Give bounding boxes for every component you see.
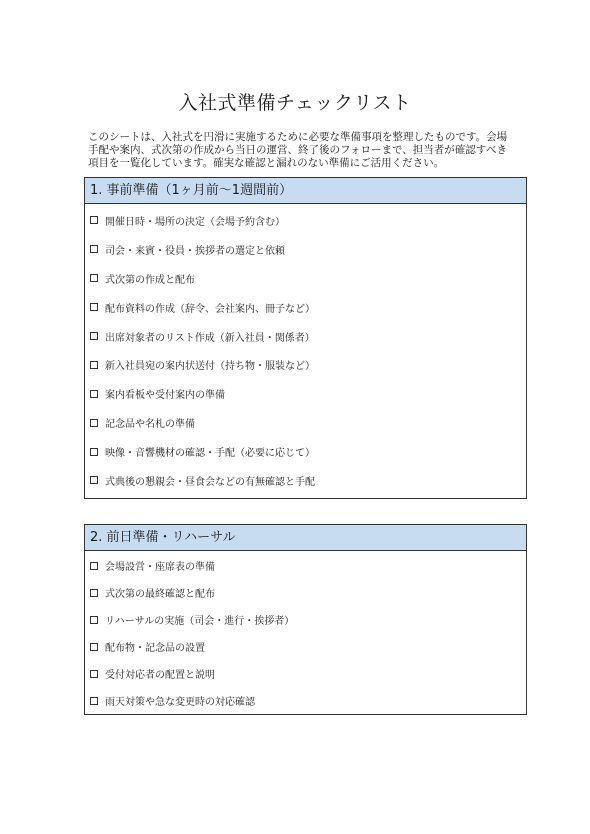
checklist-item-label: 司会・来賓・役員・挨拶者の選定と依頼 xyxy=(105,245,285,257)
checklist-item xyxy=(85,660,526,687)
checklist-item xyxy=(85,235,526,264)
checklist-item-label: 受付対応者の配置と説明 xyxy=(105,670,215,681)
checklist-items xyxy=(85,204,526,495)
checklist-item xyxy=(85,466,526,495)
checklist-item-label: 出席対象者のリスト作成（新入社員・関係者） xyxy=(105,332,315,344)
checklist-item xyxy=(85,350,526,379)
section-day-before-rehearsal xyxy=(84,524,527,715)
checklist-item xyxy=(85,379,526,408)
checkbox[interactable] xyxy=(90,476,98,484)
checklist-item-label: 式典後の懇親会・昼食会などの有無確認と手配 xyxy=(105,476,315,488)
page-title: 入社式準備チェックリスト xyxy=(178,92,412,114)
checkbox[interactable] xyxy=(90,216,98,224)
checklist-item xyxy=(85,633,526,660)
checkbox[interactable] xyxy=(90,245,98,253)
checkbox[interactable] xyxy=(90,616,98,624)
section-heading: 2. 前日準備・リハーサル xyxy=(85,525,526,551)
checklist-item-label: 開催日時・場所の決定（会場予約含む） xyxy=(105,216,285,228)
section-heading: 1. 事前準備（1ヶ月前〜1週間前） xyxy=(85,178,526,204)
checkbox[interactable] xyxy=(90,419,98,427)
checklist-item xyxy=(85,579,526,606)
checklist-item-label: リハーサルの実施（司会・進行・挨拶者） xyxy=(105,616,295,627)
checklist-item-label: 式次第の最終確認と配布 xyxy=(105,589,215,600)
checklist-item xyxy=(85,408,526,437)
checklist-item-label: 雨天対策や急な変更時の対応確認 xyxy=(105,697,255,708)
checklist-item xyxy=(85,687,526,714)
checkbox[interactable] xyxy=(90,303,98,311)
checkbox[interactable] xyxy=(90,390,98,398)
checklist-item-label: 記念品や名札の準備 xyxy=(105,419,195,431)
checklist-item-label: 案内看板や受付案内の準備 xyxy=(105,390,225,402)
checklist-item-label: 新入社員宛の案内状送付（持ち物・服装など） xyxy=(105,361,315,373)
checklist-item-label: 配布物・記念品の設置 xyxy=(105,643,205,654)
checkbox[interactable] xyxy=(90,589,98,597)
checklist-item xyxy=(85,206,526,235)
checklist-item xyxy=(85,264,526,293)
checkbox[interactable] xyxy=(90,643,98,651)
section-pre-preparation xyxy=(84,177,527,499)
checkbox[interactable] xyxy=(90,274,98,282)
checklist-item-label: 映像・音響機材の確認・手配（必要に応じて） xyxy=(105,448,315,460)
checkbox[interactable] xyxy=(90,332,98,340)
checklist-item xyxy=(85,322,526,351)
checklist-item-label: 式次第の作成と配布 xyxy=(105,274,195,286)
checkbox[interactable] xyxy=(90,697,98,705)
checklist-item-label: 会場設営・座席表の準備 xyxy=(105,562,215,573)
checklist-item xyxy=(85,552,526,579)
checklist-item-label: 配布資料の作成（辞令、会社案内、冊子など） xyxy=(105,303,315,315)
checkbox[interactable] xyxy=(90,562,98,570)
checkbox[interactable] xyxy=(90,448,98,456)
checklist-item xyxy=(85,293,526,322)
checkbox[interactable] xyxy=(90,670,98,678)
checklist-items xyxy=(85,551,526,714)
checklist-item xyxy=(85,606,526,633)
checklist-item xyxy=(85,437,526,466)
intro-paragraph: このシートは、入社式を円滑に実施するために必要な準備事項を整理したものです。会場 手配や案内、式次第の作成から当日の運営、終了後のフォローまで、担当者が確認すべき 項目を一覧化しています。確実な確認と漏れのない準備にご活用ください。 xyxy=(88,131,508,169)
checkbox[interactable] xyxy=(90,361,98,369)
